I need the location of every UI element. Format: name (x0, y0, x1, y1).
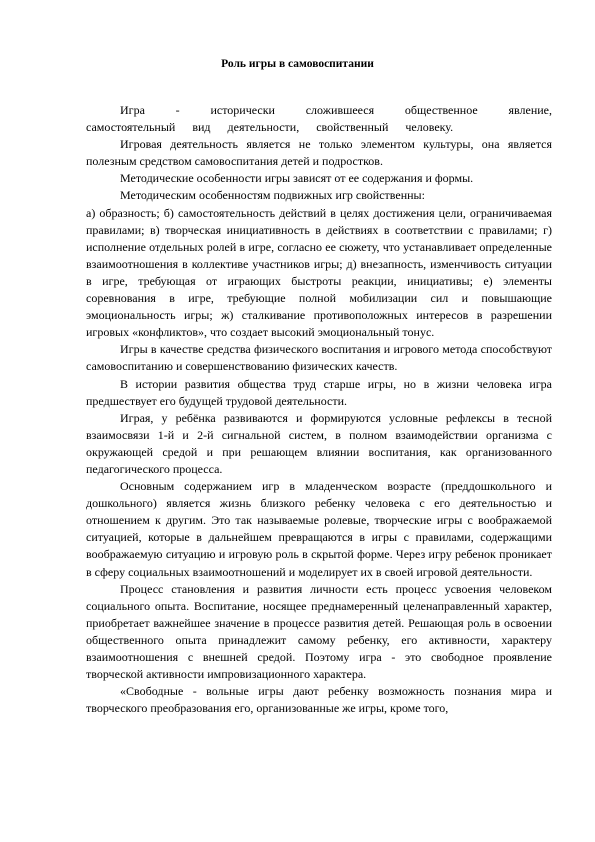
paragraph-personality-development: Процесс становления и развития личности есть процесс усвоения человеком социального опыта. Воспитание, носящее преднамеренный целенаправленный характер, приобретает важнейшее значение в процессе развития детей. Решающая роль в освоении общественного опыта принадлежит самому ребенку, его активности, характеру взаимоотношения с внешней средой. Поэтому игра - это свободное проявление творческой активности импровизационного характера. (86, 581, 552, 682)
paragraph-free-games: «Свободные - вольные игры дают ребенку возможность познания мира и творческого преобразования его, организованные же игры, кроме того, (86, 684, 552, 716)
paragraph-features-list: а) образность; б) самостоятельность действий в целях достижения цели, ограничиваемая правилами; в) творческая инициативность в действиях в соответствии с правилами; г) исполнение отдельных ролей в игре, согласно ее сюжету, что устанавливает определенные взаимоотношения в коллективе участников игры; д) внезапность, изменчивость ситуации в игре, требующая от играющих быстроты реакции, инициативы; е) элементы соревнования в игре, требующие полной мобилизации сил и повышающие эмоциональность игры; ж) сталкивание противоположных интересов в разрешении игровых «конфликтов», что создает высокий эмоциональный тонус. (86, 205, 552, 340)
document-body (86, 102, 552, 717)
paragraph-reflexes: Играя, у ребёнка развиваются и формируются условные рефлексы в тесной взаимосвязи 1-й и 2-й сигнальной систем, в полном взаимодействии организма с окружающей средой и при решающем влиянии воспитания, как организованного педагогического процесса. (86, 410, 552, 476)
paragraph-game-activity: Игровая деятельность является не только элементом культуры, она является полезным средством самовоспитания детей и подростков. (86, 137, 552, 169)
paragraph-outdoor-games-intro: Методическим особенностям подвижных игр свойственны: (120, 188, 425, 203)
paragraph-methodical-features: Методические особенности игры зависят от ее содержания и формы. (120, 171, 474, 186)
paragraph-early-age-games: Основным содержанием игр в младенческом возрасте (преддошкольного и дошкольного) является жизнь близкого ребенку человека с его деятельностью и отношением к другим. Это так называемые ролевые, творческие игры с воображаемой ситуацией, которые в дальнейшем превращаются в игры с правилами, содержащими воображаемую ситуацию и игровую роль в скрытой форме. Через игру ребенок проникает в сферу социальных взаимоотношений и моделирует их в своей игровой деятельности. (86, 479, 552, 579)
paragraph-history: В истории развития общества труд старше игры, но в жизни человека игра предшествует его будущей трудовой деятельности. (86, 376, 552, 408)
paragraph-definition: Игра - исторически сложившееся общественное явление, самостоятельный вид деятельности, свойственный человеку. (86, 103, 552, 135)
paragraph-physical-education: Игры в качестве средства физического воспитания и игрового метода способствуют самовоспитанию и совершенствованию физических качеств. (86, 342, 552, 374)
document-title: Роль игры в самовоспитании (221, 58, 374, 70)
